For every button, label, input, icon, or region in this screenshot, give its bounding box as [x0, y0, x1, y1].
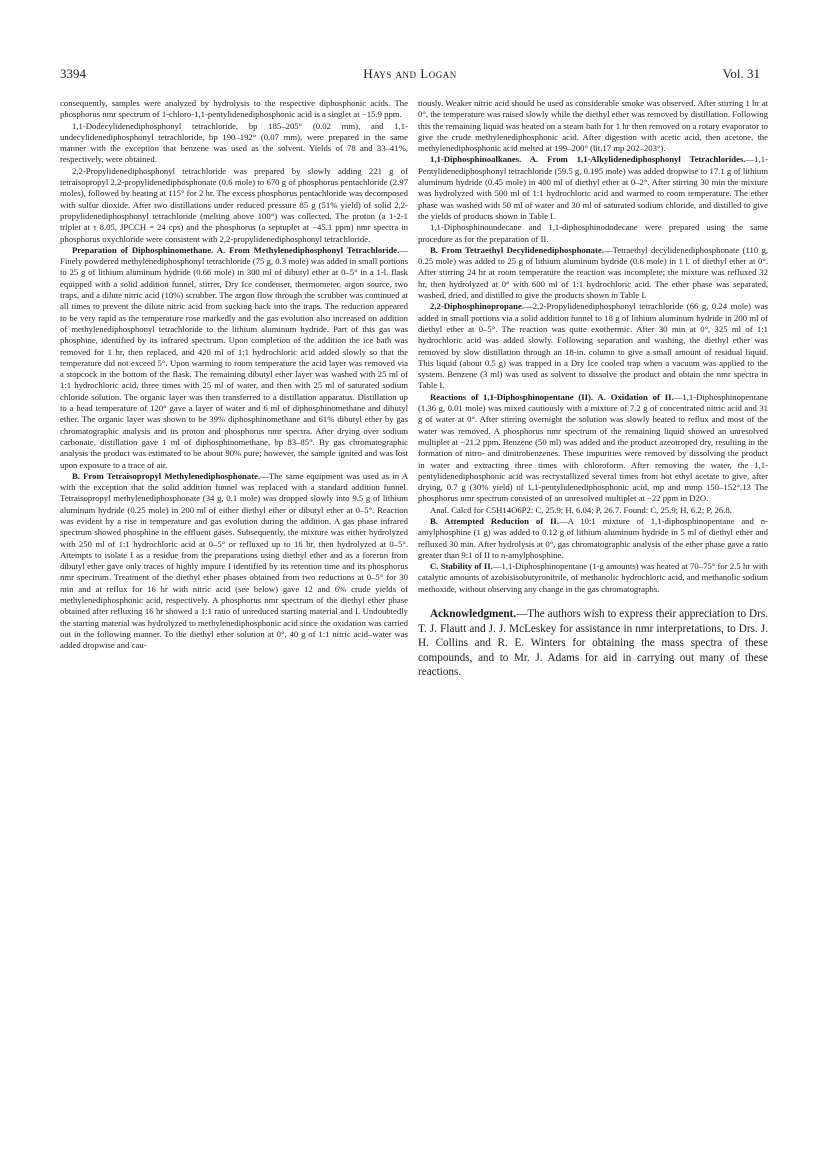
paragraph — [418, 392, 768, 505]
acknowledgment-heading: Acknowledgment. — [430, 608, 517, 621]
left-column — [60, 98, 408, 652]
paragraph: 2,2-Propylidenediphosphonyl tetrachloride was prepared by slowly adding 221 g of tetraisopropyl 2,2-propylidenediphosphonate (0.6 mole) to 670 g of phosphorus pentachloride (2.97 moles), followed by heating at 115° for 2 hr. The excess phosphorus pentachloride was decomposed with sulfur dioxide. After two distillations under reduced pressure 85 g (51% yield) of solid 2,2-propylidenediphosphonyl tetrachloride (melting above 100°) was collected. The proton (a 1-2-1 triplet at τ 8.05, JPCCH = 24 cps) and the phosphorus (a septuplet at −45.1 ppm) nmr spectra in phosphorus oxychloride were consistent with 2,2-propylidenediphosphonyl tetrachloride. — [60, 165, 408, 244]
paragraph: consequently, samples were analyzed by hydrolysis to the respective diphosphonic acids. The phosphorus nmr spectrum of 1-chloro-1,1-pentylidenediphosphonic acid is a singlet at −15.9 ppm. — [60, 98, 408, 120]
analysis-paragraph: Anal. Calcd for C5H14O6P2: C, 25.9; H, 6.04; P, 26.7. Found: C, 25.9; H, 6.2; P, 26.8. — [430, 504, 732, 515]
paragraph-body: —The same equipment was used as in A with the exception that the solid addition funnel was replaced with a standard addition funnel. Tetraisopropyl methylenediphosphonate (34 g, 0.1 mole) was dropped slowly into 9.5 g of lithium aluminum hydride (0.25 mole) in 200 ml of either diethyl ether or dibutyl ether at 0–5°. Reaction was evident by a rise in temperature and gas evolution during the addition. A gas phase infrared spectrum showed phosphine in the effluent gases. Subsequently, the mixture was either hydrolyzed with 250 ml of 1:1 hydrochloric acid at 0–5° or refluxed up to 16 hr, then hydrolyzed at 0–5°. Attempts to isolate I as a residue from the preparations using diethyl ether and as a forerun from dibutyl ether gave only traces of highly impure I identified by its retention time and its phosphorus nmr spectrum. Treatment of the diethyl ether phases obtained from two reductions at 0–5° for 30 min and at reflux for 16 hr with nitric acid (see below) gave 12 and 6% crude yields of methylenediphosphonic acid, respectively. A phosphorus nmr spectrum of the diethyl ether phase obtained after refluxing 16 hr showed a 1:1 ratio of unreduced starting material and I. Undoubtedly the starting material was hydrolyzed to methylenediphosphonic acid since the oxidation was carried out in the following manner. To the diethyl ether solution at 0°, 40 g of 1:1 nitric acid–water was added dropwise and cau- — [60, 470, 408, 651]
paragraph — [418, 301, 768, 391]
paragraph-body: —Finely powdered methylenediphosphonyl tetrachloride (75 g, 0.3 mole) was added in small portions to 25 g of lithium aluminum hydride (0.66 mole) in 300 ml of dibutyl ether at 0–5° in a 1-l. flask equipped with a solid addition funnel, stirrer, Dry Ice condenser, thermometer, argon source, two traps, and a dilute nitric acid (10%) scrubber. The argon flow through the scrubber was continued at all times to prevent the dilute nitric acid from sucking back into the traps. The reduction appeared to be very rapid as the temperature rose markedly and the gas evolution also increased on addition of methylenediphosphonyl tetrachloride to the lithium aluminum hydride. Part of this gas was phosphine, identified by its infrared spectrum. Upon completion of the addition the ice bath was removed for 1 hr, then replaced, and 420 ml of 1:1 hydrochloric acid added slowly so that the temperature did not exceed 5°. Upon warming to room temperature the acid layer was removed via a stopcock in the bottom of the flask. The remaining dibutyl ether layer was washed with 25 ml of 1:1 hydrochloric acid, three times with 25 ml of water, and then with 25 ml of saturated sodium chloride solution. The organic layer was then transferred to a distillation apparatus. Distillation up to a head temperature of 120° gave a layer of water and 6 ml of diphosphinomethane and dibutyl ether. The organic layer was shown to be 39% diphosphinomethane and 61% dibutyl ether by gas chromatographic analysis and its proton and phosphorus nmr spectra. After drying over sodium carbonate, distillation gave 1 ml of diphosphinomethane, bp 83–85°. By gas chromatographic analysis the product was estimated to be about 90% pure; however, the sample ignited and was lost upon exposure to a trace of air. — [60, 244, 408, 470]
paragraph-body: —2,2-Propylidenediphosphonyl tetrachloride (66 g, 0.24 mole) was added in small portions via a solid addition funnel to 18 g of lithium aluminum hydride in 200 ml of diethyl ether at 0–5°. The reaction was quite exothermic. After 30 min at 0°, 325 ml of 1:1 hydrochloric acid was added slowly. Following separation and washing, the diethyl ether was removed by slow distillation through an 18-in. column to give a small amount of residual liquid. This liquid (about 0.5 g) was trapped in a Dry Ice cooled trap when a vacuum was applied to the system. Benzene (3 ml) was used as solvent to dissolve the product and obtain the nmr spectra in Table I. — [418, 301, 768, 391]
section-heading: Preparation of Diphosphinomethane. A. From Methylenediphosphonyl Tetrachloride. — [72, 244, 400, 255]
paragraph-body: —Tetraethyl decylidenediphosphonate (110 g, 0.25 mole) was added to 25 g of lithium aluminum hydride (0.6 mole) in 1 l. of diethyl ether at 0°. After stirring 24 hr at room temperature the reaction was incomplete; the mixture was refluxed 32 hr, then hydrolyzed at 0° with 600 ml of 1:1 hydrochloric acid. The ether phase was separated, washed, dried, and distilled to give the products shown in Table I. — [418, 244, 768, 301]
paragraph — [418, 516, 768, 561]
page-header — [60, 66, 760, 86]
paragraph — [60, 245, 408, 471]
section-heading: B. From Tetraethyl Decylidenediphosphonate. — [430, 244, 604, 255]
acknowledgment-body: —The authors wish to express their appreciation to Drs. T. J. Flautt and J. J. McLeskey for assistance in nmr interpretations, to Drs. J. H. Collins and R. E. Winters for obtaining the mass spectra of these compounds, and to Mr. J. Adams for aid in carrying out many of these reactions. — [418, 608, 768, 679]
section-heading: Reactions of 1,1-Diphosphinopentane (II). A. Oxidation of II. — [430, 391, 674, 402]
paragraph — [418, 245, 768, 301]
paragraph: 1,1-Diphosphinoundecane and 1,1-diphosphinododecane were prepared using the same procedure as for the preparation of II. — [418, 222, 768, 244]
paragraph — [60, 471, 408, 652]
section-heading: B. From Tetraisopropyl Methylenediphosphonate. — [72, 470, 261, 481]
paragraph-body: —1,1-Diphosphinopentane (1.36 g, 0.01 mole) was mixed cautiously with a mixture of 7.2 g of concentrated nitric acid and 31 g of water at 0°. After stirring overnight the solution was slowly heated to reflux and most of the water was removed. A phosphorus nmr spectrum of the remaining liquid showed an unresolved multiplet at −21.2 ppm. Benzene (50 ml) was added and the product azeotroped dry, resulting in the formation of nitro- and dinitrobenzenes. These impurities were removed by dissolving the product in water and extracting three times with chloroform. After removing the water, the 1,1-pentylidenediphosphonic acid was recrystallized several times from hot ethyl acetate to give, after drying, 0.7 g (30% yield) of 1,1-pentylidenediphosphonic acid, mp and mmp 150–152°.13 The phosphorus nmr spectrum consisted of an unresolved multiplet at −22 ppm in D2O. — [418, 391, 768, 504]
volume-label: Vol. 31 — [722, 66, 760, 81]
paragraph-body: —A 10:1 mixture of 1,1-diphosphinopentane and n-amylphosphine (1 g) was added to 0.12 g of lithium aluminum hydride in 5 ml of diethyl ether and refluxed 30 min. After hydrolysis at 0°, gas chromatographic analysis of the ether phase gave a ratio greater than 9:1 of II to n-amylphosphine. — [418, 515, 768, 560]
running-title: Hays and Logan — [363, 66, 457, 81]
paragraph — [418, 561, 768, 595]
paragraph-body: —1,1-Diphosphinopentane (1-g amounts) was heated at 70–75° for 2.5 hr with catalytic amounts of azobisisobutyronitrile, of methanolic hydrochloric acid, and methanolic sodium methoxide, without observing any change in the gas chromatographs. — [418, 561, 768, 594]
paragraph-body: —1,1-Pentylidenediphosphonyl tetrachloride (59.5 g, 0.195 mole) was added dropwise to 17.1 g of lithium aluminum hydride (0.45 mole) in 400 ml of diethyl ether at 0–2°. After stirring 30 min the mixture was hydrolyzed with 500 ml of 1:1 hydrochloric acid and warmed to room temperature. The ether phase was washed with 50 ml of water and 30 ml of saturated sodium chloride, and distilled to give the yields of products shown in Table I. — [418, 154, 768, 221]
acknowledgment — [418, 607, 768, 680]
section-heading: 1,1-Diphosphinoalkanes. A. From 1,1-Alkylidenediphosphonyl Tetrachlorides. — [430, 154, 746, 165]
section-heading: B. Attempted Reduction of II. — [430, 515, 559, 526]
page-number: 3394 — [60, 66, 86, 81]
section-heading: 2,2-Diphosphinopropane. — [430, 301, 524, 312]
paragraph: 1,1-Dodecylidenediphosphonyl tetrachloride, bp 185–205° (0.02 mm), and 1,1-undecylidenediphosphonyl tetrachloride, bp 190–192° (0.07 mm), were prepared in the same manner with the exception that benzene was used as the solvent. Yields of 78 and 33–41%, respectively, were obtained. — [60, 120, 408, 165]
right-column — [418, 98, 768, 680]
paragraph — [418, 154, 768, 222]
paragraph: tiously. Weaker nitric acid should be used as considerable smoke was observed. After stirring 1 hr at 0°, the temperature was raised slowly while the diethyl ether was removed by distillation. Following this the remaining liquid was heated on a steam bath for 1 hr then removed on a rotary evaporator to give the crude methylenediphosphonic acid. After digestion with acetic acid, then acetone, the methylenediphosphonic acid melted at 199–200° (lit.17 mp 202–203°). — [418, 98, 768, 154]
section-heading: C. Stability of II. — [430, 561, 493, 572]
